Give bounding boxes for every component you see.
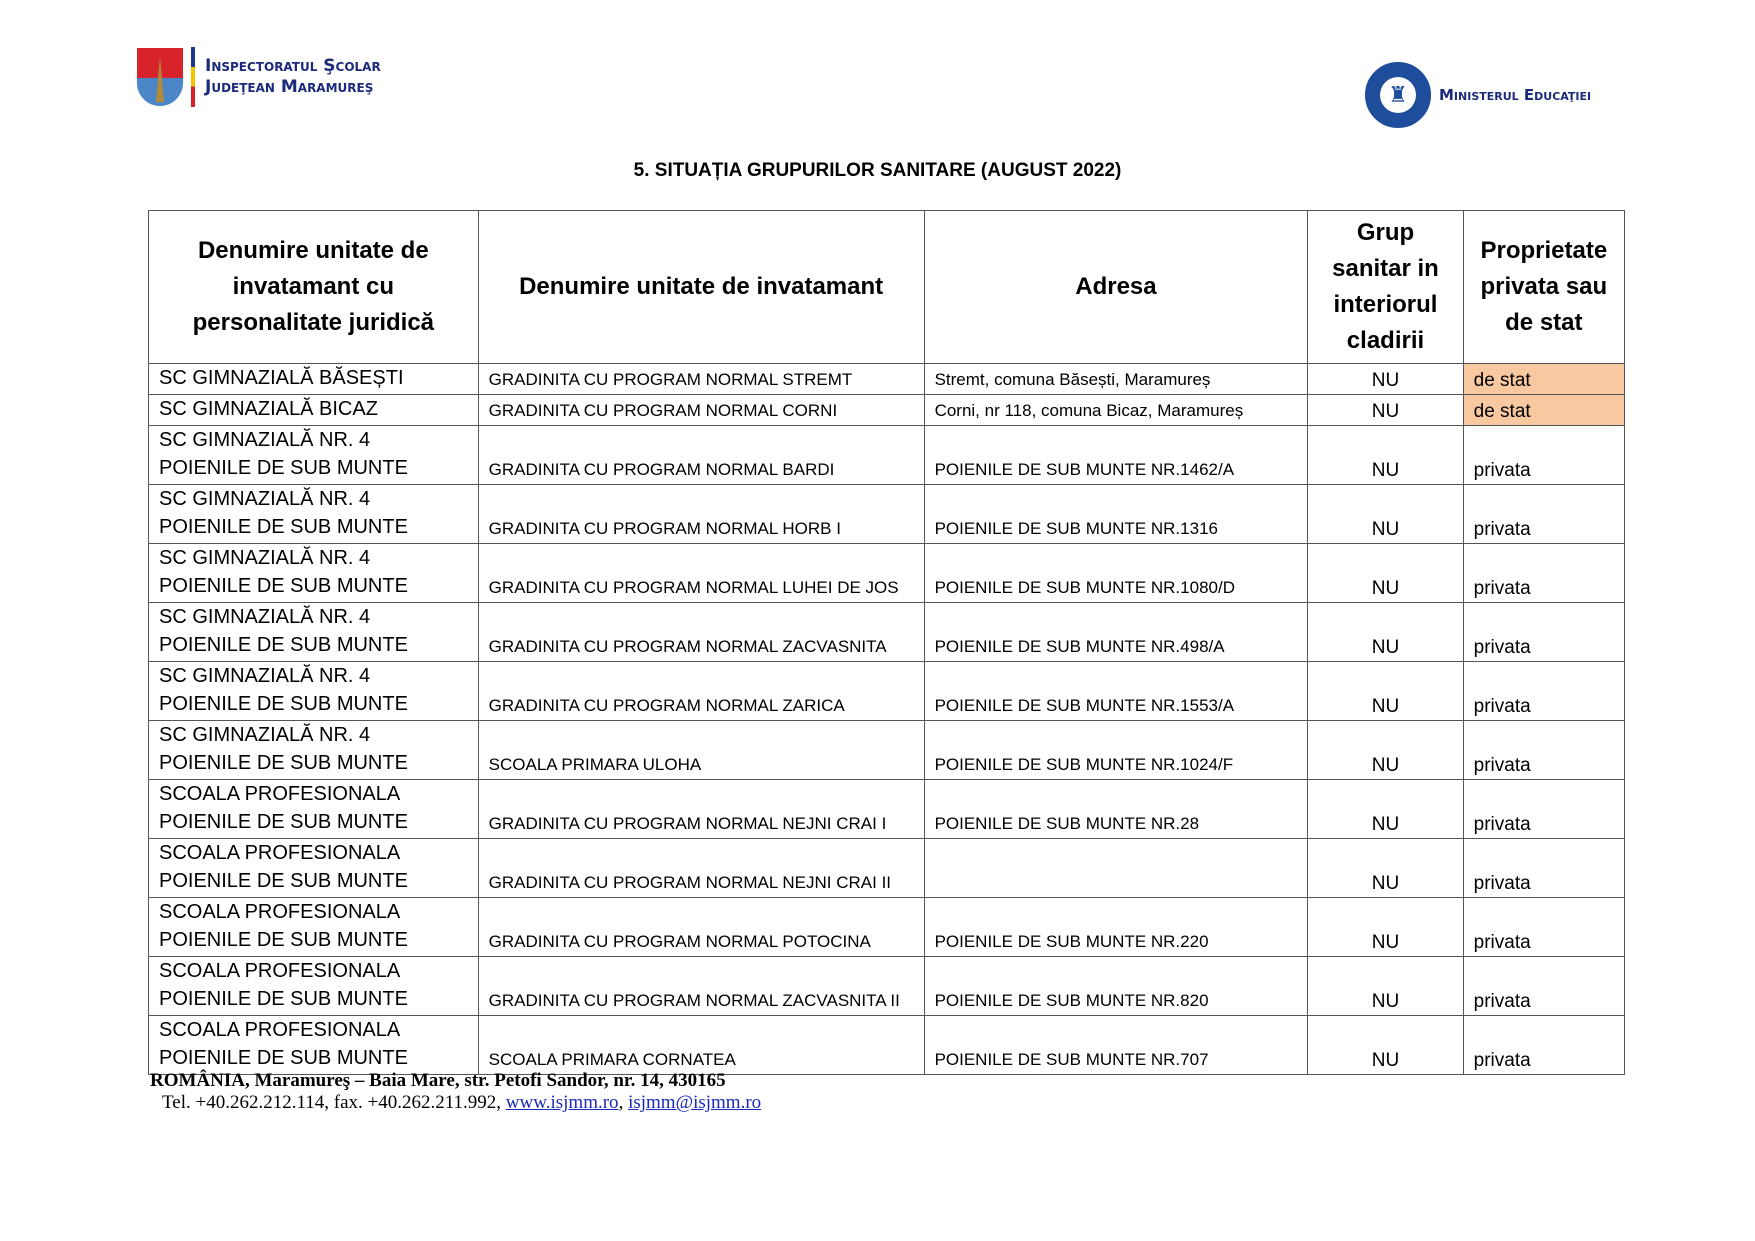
unit-cell: SCOALA PRIMARA ULOHA bbox=[478, 721, 924, 780]
entity-cell: SC GIMNAZIALĂ NR. 4 POIENILE DE SUB MUNTE bbox=[149, 544, 479, 603]
indoor-cell: NU bbox=[1308, 395, 1463, 426]
column-header-ownership: Proprietate privata sau de stat bbox=[1463, 211, 1624, 364]
isj-header bbox=[137, 47, 381, 107]
address-cell: POIENILE DE SUB MUNTE NR.1462/A bbox=[924, 426, 1308, 485]
table-row bbox=[149, 957, 1625, 1016]
ownership-cell: de stat bbox=[1463, 395, 1624, 426]
website-link[interactable]: www.isjmm.ro bbox=[505, 1092, 619, 1113]
ownership-cell: privata bbox=[1463, 544, 1624, 603]
ownership-cell: privata bbox=[1463, 1016, 1624, 1075]
indoor-cell: NU bbox=[1308, 780, 1463, 839]
unit-cell: GRADINITA CU PROGRAM NORMAL ZACVASNITA bbox=[478, 603, 924, 662]
table-row bbox=[149, 898, 1625, 957]
unit-cell: GRADINITA CU PROGRAM NORMAL POTOCINA bbox=[478, 898, 924, 957]
isj-title-line2: Judeţean Maramureş bbox=[205, 77, 374, 97]
footer-phone-fax: Tel. +40.262.212.114, fax. +40.262.211.992, bbox=[162, 1092, 506, 1113]
indoor-cell: NU bbox=[1308, 364, 1463, 395]
unit-cell: GRADINITA CU PROGRAM NORMAL CORNI bbox=[478, 395, 924, 426]
address-cell: POIENILE DE SUB MUNTE NR.1553/A bbox=[924, 662, 1308, 721]
ownership-cell: privata bbox=[1463, 485, 1624, 544]
entity-cell: SC GIMNAZIALĂ NR. 4 POIENILE DE SUB MUNTE bbox=[149, 662, 479, 721]
isj-title bbox=[205, 56, 381, 98]
entity-cell: SCOALA PROFESIONALA POIENILE DE SUB MUNTE bbox=[149, 839, 479, 898]
ministry-header bbox=[1365, 62, 1591, 128]
ownership-cell: privata bbox=[1463, 721, 1624, 780]
tricolor-bar bbox=[191, 47, 195, 107]
ownership-cell: de stat bbox=[1463, 364, 1624, 395]
footer-address: ROMÂNIA, Maramureş – Baia Mare, str. Petofi Sandor, nr. 14, 430165 bbox=[150, 1070, 726, 1091]
entity-cell: SC GIMNAZIALĂ NR. 4 POIENILE DE SUB MUNTE bbox=[149, 485, 479, 544]
ownership-cell: privata bbox=[1463, 426, 1624, 485]
entity-cell: SC GIMNAZIALĂ NR. 4 POIENILE DE SUB MUNTE bbox=[149, 603, 479, 662]
indoor-cell: NU bbox=[1308, 662, 1463, 721]
table-row bbox=[149, 426, 1625, 485]
table-row bbox=[149, 395, 1625, 426]
unit-cell: GRADINITA CU PROGRAM NORMAL BARDI bbox=[478, 426, 924, 485]
unit-cell: GRADINITA CU PROGRAM NORMAL LUHEI DE JOS bbox=[478, 544, 924, 603]
indoor-cell: NU bbox=[1308, 426, 1463, 485]
unit-cell: GRADINITA CU PROGRAM NORMAL STREMT bbox=[478, 364, 924, 395]
ownership-cell: privata bbox=[1463, 780, 1624, 839]
address-cell: Corni, nr 118, comuna Bicaz, Maramureș bbox=[924, 395, 1308, 426]
entity-cell: SC GIMNAZIALĂ BICAZ bbox=[149, 395, 479, 426]
indoor-cell: NU bbox=[1308, 898, 1463, 957]
address-cell: POIENILE DE SUB MUNTE NR.1316 bbox=[924, 485, 1308, 544]
unit-cell: GRADINITA CU PROGRAM NORMAL HORB I bbox=[478, 485, 924, 544]
footer-separator: , bbox=[618, 1092, 629, 1113]
indoor-cell: NU bbox=[1308, 544, 1463, 603]
address-cell bbox=[924, 839, 1308, 898]
table-row bbox=[149, 603, 1625, 662]
footer bbox=[150, 1070, 761, 1114]
table-row bbox=[149, 364, 1625, 395]
indoor-cell: NU bbox=[1308, 957, 1463, 1016]
isj-title-line1: Inspectoratul Şcolar bbox=[205, 56, 381, 76]
entity-cell: SCOALA PROFESIONALA POIENILE DE SUB MUNTE bbox=[149, 1016, 479, 1075]
column-header-indoor: Grup sanitar in interiorul cladirii bbox=[1308, 211, 1463, 364]
entity-cell: SC GIMNAZIALĂ NR. 4 POIENILE DE SUB MUNTE bbox=[149, 426, 479, 485]
indoor-cell: NU bbox=[1308, 603, 1463, 662]
column-header-entity: Denumire unitate de invatamant cu personalitate juridică bbox=[149, 211, 479, 364]
ownership-cell: privata bbox=[1463, 662, 1624, 721]
address-cell: POIENILE DE SUB MUNTE NR.707 bbox=[924, 1016, 1308, 1075]
address-cell: POIENILE DE SUB MUNTE NR.28 bbox=[924, 780, 1308, 839]
entity-cell: SCOALA PROFESIONALA POIENILE DE SUB MUNTE bbox=[149, 780, 479, 839]
unit-cell: GRADINITA CU PROGRAM NORMAL NEJNI CRAI II bbox=[478, 839, 924, 898]
county-coat-of-arms-icon bbox=[137, 48, 183, 106]
table-header-row bbox=[149, 211, 1625, 364]
ownership-cell: privata bbox=[1463, 957, 1624, 1016]
address-cell: POIENILE DE SUB MUNTE NR.1024/F bbox=[924, 721, 1308, 780]
unit-cell: GRADINITA CU PROGRAM NORMAL ZARICA bbox=[478, 662, 924, 721]
ownership-cell: privata bbox=[1463, 839, 1624, 898]
table-row bbox=[149, 544, 1625, 603]
document-title: 5. SITUAȚIA GRUPURILOR SANITARE (AUGUST 2022) bbox=[633, 160, 1122, 181]
table-row bbox=[149, 721, 1625, 780]
email-link[interactable]: isjmm@isjmm.ro bbox=[628, 1092, 762, 1113]
unit-cell: SCOALA PRIMARA CORNATEA bbox=[478, 1016, 924, 1075]
ministry-title: Ministerul Educaţiei bbox=[1439, 86, 1592, 104]
address-cell: POIENILE DE SUB MUNTE NR.220 bbox=[924, 898, 1308, 957]
footer-contact bbox=[162, 1092, 761, 1114]
ownership-cell: privata bbox=[1463, 603, 1624, 662]
table-row bbox=[149, 780, 1625, 839]
address-cell: POIENILE DE SUB MUNTE NR.498/A bbox=[924, 603, 1308, 662]
indoor-cell: NU bbox=[1308, 721, 1463, 780]
column-header-address: Adresa bbox=[924, 211, 1308, 364]
indoor-cell: NU bbox=[1308, 485, 1463, 544]
table-row bbox=[149, 839, 1625, 898]
government-seal-icon: ♜ bbox=[1365, 62, 1431, 128]
indoor-cell: NU bbox=[1308, 839, 1463, 898]
address-cell: POIENILE DE SUB MUNTE NR.820 bbox=[924, 957, 1308, 1016]
sanitary-facilities-table bbox=[148, 210, 1625, 1075]
table-row bbox=[149, 1016, 1625, 1075]
entity-cell: SCOALA PROFESIONALA POIENILE DE SUB MUNTE bbox=[149, 957, 479, 1016]
indoor-cell: NU bbox=[1308, 1016, 1463, 1075]
entity-cell: SC GIMNAZIALĂ NR. 4 POIENILE DE SUB MUNTE bbox=[149, 721, 479, 780]
unit-cell: GRADINITA CU PROGRAM NORMAL NEJNI CRAI I bbox=[478, 780, 924, 839]
address-cell: POIENILE DE SUB MUNTE NR.1080/D bbox=[924, 544, 1308, 603]
table-row bbox=[149, 485, 1625, 544]
column-header-unit: Denumire unitate de invatamant bbox=[478, 211, 924, 364]
unit-cell: GRADINITA CU PROGRAM NORMAL ZACVASNITA II bbox=[478, 957, 924, 1016]
ownership-cell: privata bbox=[1463, 898, 1624, 957]
entity-cell: SC GIMNAZIALĂ BĂSEȘTI bbox=[149, 364, 479, 395]
table-row bbox=[149, 662, 1625, 721]
entity-cell: SCOALA PROFESIONALA POIENILE DE SUB MUNTE bbox=[149, 898, 479, 957]
address-cell: Stremt, comuna Băsești, Maramureș bbox=[924, 364, 1308, 395]
